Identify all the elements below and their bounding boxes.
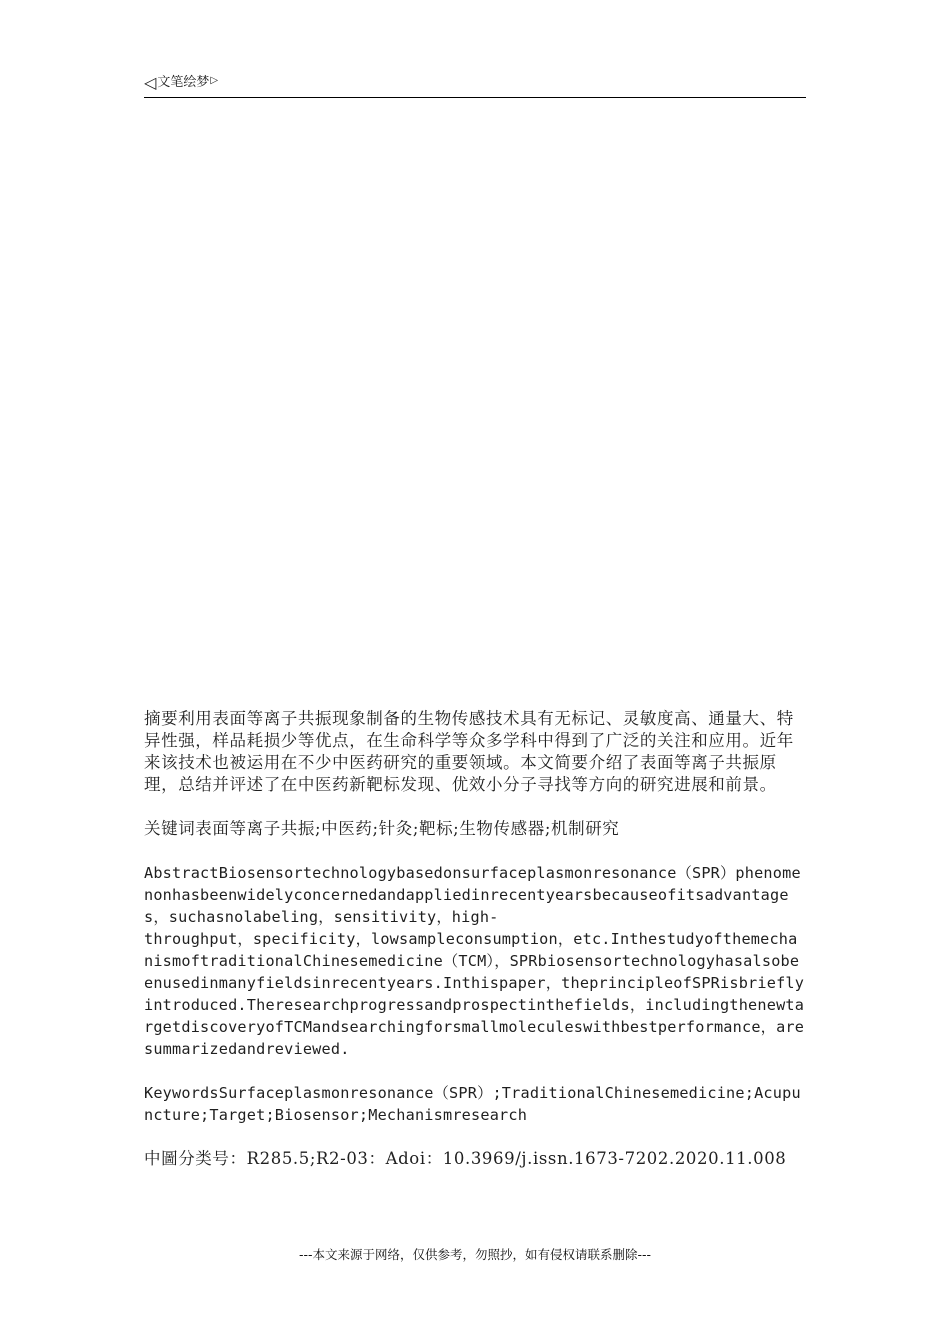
abstract-english-part1: AbstractBiosensortechnologybasedonsurfaceplasmonresonance（SPR）phenomenonhasbeenwidelyconcernedandappliedinrecentyearsbecauseofitsadvantages，suchasnolabeling，sensitivity，high- [144, 864, 801, 926]
keywords-english: KeywordsSurfaceplasmonresonance（SPR）;TraditionalChinesemedicine;Acupuncture;Target;Biosensor;Mechanismresearch [144, 1084, 801, 1124]
page-header [144, 74, 806, 98]
abstract-chinese: 摘要利用表面等离子共振现象制备的生物传感技术具有无标记、灵敏度高、通量大、特异性强，样品耗损少等优点，在生命科学等众多学科中得到了广泛的关注和应用。近年来该技术也被运用在不少中医药研究的重要领域。本文简要介绍了表面等离子共振原理，总结并评述了在中医药新靶标发现、优效小分子寻找等方向的研究进展和前景。 [144, 709, 794, 794]
abstract-english-part2: throughput，specificity，lowsampleconsumption，etc.InthestudyofthemechanismoftraditionalChinesemedicine（TCM），SPRbiosensortechnologyhasalsobeenusedinmanyfieldsinrecentyears.Inthispaper，theprincipleofSPRisbrieflyintroduced.Theresearchprogressandprospectinthefields，includingthenewtargetdiscoveryofTCMandsearchingforsmallmoleculeswithbestperformance，aresummarizedandreviewed. [144, 930, 805, 1058]
classification-doi: 中圖分类号：R285.5;R2-03：Adoi：10.3969/j.issn.1673-7202.2020.11.008 [144, 1149, 787, 1168]
right-triangle-icon: ▷ [210, 75, 219, 86]
left-triangle-icon: ◁ [144, 73, 157, 92]
document-body [144, 708, 806, 1170]
header-title: 文笔绘梦 [157, 75, 210, 90]
page-footer-disclaimer: ---本文来源于网络，仅供参考，勿照抄，如有侵权请联系删除--- [298, 1247, 652, 1262]
keywords-chinese: 关键词表面等离子共振;中医药;针灸;靶标;生物传感器;机制研究 [144, 819, 620, 838]
